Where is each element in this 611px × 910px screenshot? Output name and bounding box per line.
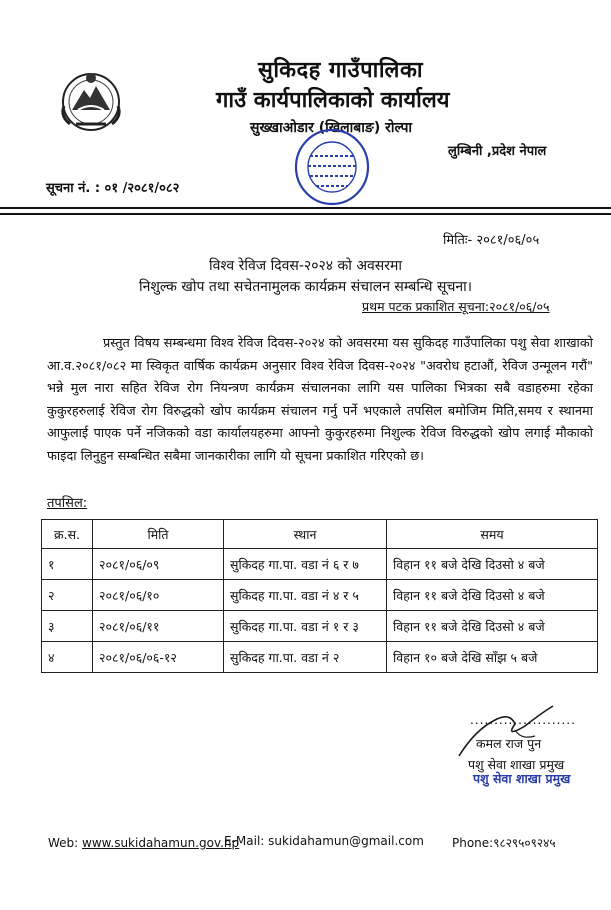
cell-time: विहान ११ बजे देखि दिउसो ४ बजे — [387, 549, 598, 580]
cell-place: सुकिदह गा.पा. वडा नं १ र ३ — [224, 611, 387, 642]
schedule-label: तपसिल: — [47, 496, 88, 511]
notice-number: सूचना नं. : ०१ /२०८१/०८२ — [46, 181, 180, 196]
municipality-name: सुकिदह गाउँपालिका — [258, 58, 424, 83]
header-time: समय — [387, 520, 598, 549]
cell-serial: ३ — [42, 611, 93, 642]
office-address: सुख्खाओडार (खिलाबाङ) रोल्पा — [250, 120, 413, 136]
table-row — [42, 642, 598, 673]
cell-time: विहान १० बजे देखि साँझ ५ बजे — [387, 642, 598, 673]
notice-subtitle: निशुल्क खोप तथा सचेतनामुलक कार्यक्रम संचालन सम्बन्धि सूचना। — [138, 279, 473, 295]
handwritten-signature — [455, 700, 565, 764]
notice-body: प्रस्तुत विषय सम्बन्धमा विश्व रेविज दिवस-२०२४ को अवसरमा यस सुकिदह गाउँपालिका पशु सेवा शाखाको आ.व.२०८१/०८२ मा स्विकृत वार्षिक कार्यक्रम अनुसार विश्व रेविज दिवस-२०२४ "अवरोध हटाऔं, रेविज उन्मूलन गरौं" भन्ने मुल नारा सहित रेविज रोग नियन्त्रण कार्यक्रम संचालनका लागि यस पालिका भित्रका सबै वडाहरुमा रहेका कुकुरहरुलाई रेविज रोग विरुद्धको खोप कार्यक्रम संचालन गर्नु पर्ने भएकाले तपसिल बमोजिम मिति,समय र स्थानमा आफुलाई पाएक पर्ने नजिकको वडा कार्यालयहरुमा आफ्नो कुकुरहरुमा निशुल्क रेविज विरुद्धको खोप लगाई मौकाको फाइदा लिनुहुन सम्बन्धित सबैमा जानकारीका लागि यो सूचना प्रकाशित गरिएको छ। — [47, 336, 593, 464]
cell-date: २०८१/०६/१० — [93, 580, 224, 611]
cell-place: सुकिदह गा.पा. वडा नं २ — [224, 642, 387, 673]
nepal-emblem-logo — [56, 66, 126, 138]
header-divider-secondary — [0, 213, 611, 215]
notice-date: मितिः- २०८१/०६/०५ — [443, 233, 540, 248]
cell-date: २०८१/०६/११ — [93, 611, 224, 642]
cell-place: सुकिदह गा.पा. वडा नं ४ र ५ — [224, 580, 387, 611]
table-header-row — [42, 520, 598, 549]
province-label: लुम्बिनी ,प्रदेश नेपाल — [448, 144, 547, 159]
header-serial: क्र.स. — [42, 520, 93, 549]
cell-serial: ४ — [42, 642, 93, 673]
cell-time: विहान ११ बजे देखि दिउसो ४ बजे — [387, 580, 598, 611]
header-date: मिति — [93, 520, 224, 549]
schedule-table — [41, 519, 598, 673]
header-divider — [0, 207, 611, 209]
notice-title: विश्व रेविज दिवस-२०२४ को अवसरमा — [209, 258, 402, 274]
designation-stamp: पशु सेवा शाखा प्रमुख — [473, 771, 571, 786]
cell-place: सुकिदह गा.पा. वडा नं ६ र ७ — [224, 549, 387, 580]
cell-date: २०८१/०६/०६-१२ — [93, 642, 224, 673]
website-label: Web: — [48, 836, 79, 850]
website-link[interactable]: www.sukidahamun.gov.np — [82, 836, 240, 850]
cell-date: २०८१/०६/०९ — [93, 549, 224, 580]
footer-email: E-Mail: sukidahamun@gmail.com — [224, 834, 424, 848]
office-name: गाउँ कार्यपालिकाको कार्यालय — [216, 88, 450, 113]
first-publication-note: प्रथम पटक प्रकाशित सूचना:२०८१/०६/०५ — [362, 299, 550, 314]
header-place: स्थान — [224, 520, 387, 549]
footer-phone: Phone:९८२९५०९२४५ — [452, 836, 556, 850]
signature-line: ...................... — [470, 713, 576, 727]
table-row — [42, 611, 598, 642]
footer-website — [48, 836, 239, 850]
signatory-name: कमल राज पुन — [476, 736, 542, 751]
cell-serial: २ — [42, 580, 93, 611]
signatory-title: पशु सेवा शाखा प्रमुख — [468, 757, 565, 772]
cell-time: विहान ११ बजे देखि दिउसो ४ बजे — [387, 611, 598, 642]
office-stamp — [292, 126, 372, 212]
table-row — [42, 549, 598, 580]
cell-serial: १ — [42, 549, 93, 580]
table-row — [42, 580, 598, 611]
